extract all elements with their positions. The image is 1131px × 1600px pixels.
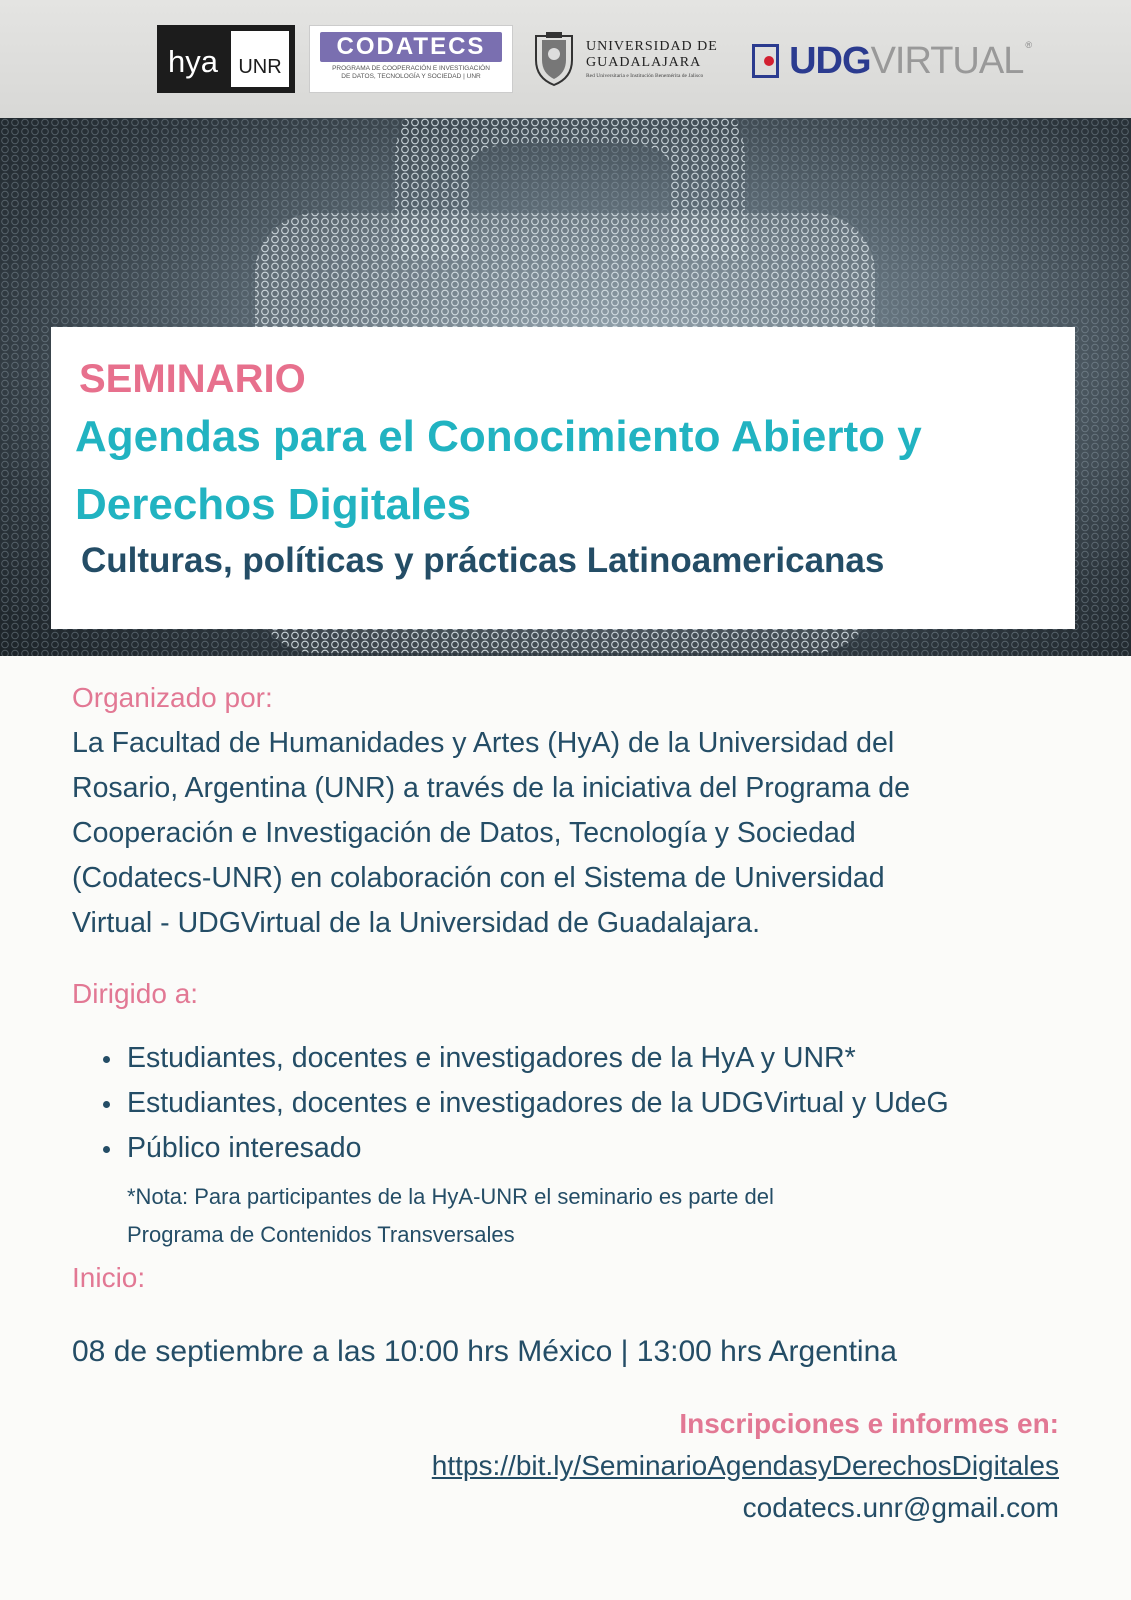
registration-label: Inscripciones e informes en: bbox=[679, 1408, 1059, 1439]
organizer-line: Rosario, Argentina (UNR) a través de la iniciativa del Programa de bbox=[72, 772, 910, 804]
udgvirtual-bold: UDG bbox=[789, 40, 871, 82]
registration-link[interactable]: https://bit.ly/SeminarioAgendasyDerechosDigitales bbox=[431, 1450, 1059, 1481]
organizer-label: Organizado por: bbox=[72, 682, 273, 713]
hya-unr-logo bbox=[157, 25, 295, 93]
list-item: Estudiantes, docentes e investigadores de la UDGVirtual y UdeG bbox=[103, 1081, 1093, 1126]
codatecs-tagline: PROGRAMA DE COOPERACIÓN E INVESTIGACIÓN DE DATOS, TECNOLOGÍA Y SOCIEDAD | UNR bbox=[332, 65, 490, 80]
start-label: Inicio: bbox=[72, 1262, 146, 1293]
udg-logo bbox=[532, 26, 732, 92]
registered-mark: ® bbox=[1025, 40, 1032, 50]
udgvirtual-square-icon bbox=[752, 44, 779, 78]
seminar-subtitle: Culturas, políticas y prácticas Latinoamericanas bbox=[81, 541, 885, 580]
organizer-text bbox=[72, 721, 1062, 946]
bullet-icon bbox=[103, 1146, 110, 1153]
list-item: Público interesado bbox=[103, 1126, 1093, 1171]
udg-name-line1: UNIVERSIDAD DE bbox=[586, 39, 718, 54]
bullet-icon bbox=[103, 1056, 110, 1063]
udgvirtual-light: VIRTUAL bbox=[870, 40, 1024, 82]
unr-logo-text: UNR bbox=[229, 29, 291, 89]
organizer-line: (Codatecs-UNR) en colaboración con el Sistema de Universidad bbox=[72, 862, 885, 894]
udg-tagline: Red Universitaria e Institución Benemérita de Jalisco bbox=[586, 73, 704, 79]
udg-seal-icon bbox=[532, 30, 576, 88]
organizer-line: Virtual - UDGVirtual de la Universidad de Guadalajara. bbox=[72, 907, 761, 939]
bullet-icon bbox=[103, 1101, 110, 1108]
audience-list bbox=[103, 1036, 1093, 1171]
udgvirtual-logo bbox=[752, 36, 1032, 86]
hya-logo-text: hya bbox=[168, 44, 218, 79]
codatecs-logo bbox=[309, 25, 513, 93]
logo-bar bbox=[0, 0, 1131, 118]
audience-note: *Nota: Para participantes de la HyA-UNR el seminario es parte del Programa de Contenidos Transversales bbox=[127, 1184, 774, 1247]
audience-label: Dirigido a: bbox=[72, 978, 199, 1009]
organizer-line: Cooperación e Investigación de Datos, Tecnología y Sociedad bbox=[72, 817, 856, 849]
seminar-title: Agendas para el Conocimiento Abierto y Derechos Digitales bbox=[75, 412, 922, 529]
organizer-line: La Facultad de Humanidades y Artes (HyA) de la Universidad del bbox=[72, 727, 895, 759]
udg-name-line2: GUADALAJARA bbox=[586, 55, 702, 70]
title-card bbox=[51, 327, 1075, 629]
start-date: 08 de septiembre a las 10:00 hrs México | 13:00 hrs Argentina bbox=[72, 1335, 897, 1368]
contact-email[interactable]: codatecs.unr@gmail.com bbox=[742, 1492, 1059, 1523]
codatecs-wordmark: CODATECS bbox=[320, 32, 502, 62]
list-item: Estudiantes, docentes e investigadores de la HyA y UNR* bbox=[103, 1036, 1093, 1081]
seminar-kicker: SEMINARIO bbox=[79, 357, 306, 401]
